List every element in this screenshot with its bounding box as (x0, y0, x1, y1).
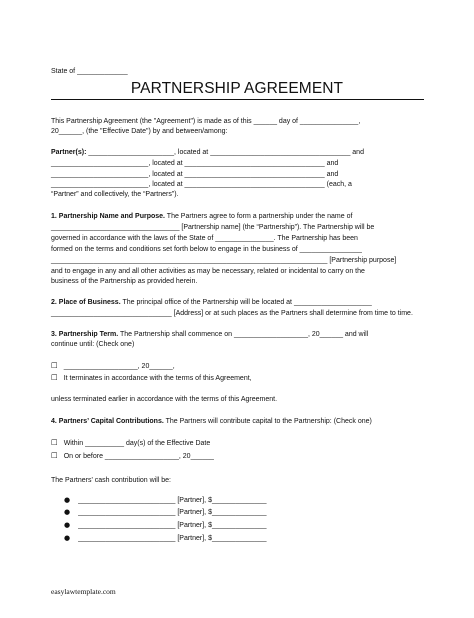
partners-label: Partner(s): (51, 149, 87, 156)
section-3-line-3: unless terminated earlier in accordance with the terms of this Agreement. (51, 396, 278, 403)
checkbox-icon[interactable]: ☐ (51, 451, 58, 460)
section-1-line-1-text: The Partners agree to form a partnership under the name of (164, 213, 353, 220)
section-2-line-1 (51, 298, 372, 307)
cash-row (64, 521, 266, 530)
bullet-icon: ● (64, 496, 71, 504)
section-2-line-2: _______________________________ [Address] or at such places as the Partners shall determine from time to time. (51, 310, 413, 317)
cash-row-text: _________________________ [Partner], $______________ (78, 509, 267, 516)
intro-line-1: This Partnership Agreement (the "Agreement") is made as of this ______ day of _______________, (51, 118, 361, 125)
section-3-line-1 (51, 330, 368, 339)
partners-line-4: _________________________, located at ____________________________________ (each, a (51, 181, 352, 188)
state-of-field: State of _____________ (51, 68, 128, 75)
partners-line-5: “Partner” and collectively, the “Partners”). (51, 191, 179, 198)
section-1-line-7: business of the Partnership as provided herein. (51, 278, 198, 285)
bullet-icon: ● (64, 508, 71, 516)
partners-line-2: _________________________, located at ____________________________________ and (51, 160, 339, 167)
section-2-line-1-text: The principal office of the Partnership will be located at ____________________ (120, 299, 372, 306)
cash-row-text: _________________________ [Partner], $______________ (78, 497, 267, 504)
partners-block-line-1 (51, 148, 364, 157)
checkbox-icon[interactable]: ☐ (51, 373, 58, 382)
section-2-heading: 2. Place of Business. (51, 299, 121, 306)
cash-row (64, 534, 266, 543)
cash-row-text: _________________________ [Partner], $______________ (78, 522, 267, 529)
capital-option-within-label: Within __________ day(s) of the Effective Date (63, 440, 211, 447)
section-1-heading: 1. Partnership Name and Purpose. (51, 213, 165, 220)
capital-option-before-label: On or before ___________________, 20______ (63, 453, 214, 460)
section-4-line-1 (51, 417, 372, 426)
section-1-line-2: _________________________________ [Partnership name] (the “Partnership”). The Partnership will be (51, 224, 375, 231)
cash-row (64, 496, 266, 505)
cash-row-text: _________________________ [Partner], $______________ (78, 535, 267, 542)
cash-row (64, 508, 266, 517)
term-option-date-label: ___________________, 20______, (63, 363, 175, 370)
checkbox-icon[interactable]: ☐ (51, 438, 58, 447)
section-4-heading: 4. Partners’ Capital Contributions. (51, 418, 164, 425)
partners-line-3: _________________________, located at ____________________________________ and (51, 171, 339, 178)
partners-line-1-text: ______________________, located at ____________________________________ and (86, 149, 364, 156)
section-3-heading: 3. Partnership Term. (51, 331, 119, 338)
cash-contribution-label: The Partners' cash contribution will be: (51, 477, 172, 484)
footer-website: easylawtemplate.com (51, 587, 116, 596)
term-option-date (51, 361, 175, 371)
section-4-line-1-text: The Partners will contribute capital to the Partnership: (Check one) (163, 418, 372, 425)
bullet-icon: ● (64, 521, 71, 529)
checkbox-icon[interactable]: ☐ (51, 361, 58, 370)
document-title: PARTNERSHIP AGREEMENT (130, 80, 344, 97)
capital-option-within (51, 438, 210, 448)
section-1-line-4: formed on the terms and conditions set forth below to engage in the business of ________________ (51, 246, 362, 253)
section-1-line-1 (51, 212, 352, 221)
section-3-line-2: continue until: (Check one) (51, 341, 135, 348)
term-option-terms-label: It terminates in accordance with the terms of this Agreement, (63, 375, 252, 382)
term-option-terms (51, 373, 252, 383)
section-3-line-1-text: The Partnership shall commence on ___________________, 20______ and will (118, 331, 369, 338)
section-1-line-5: _______________________________________________________________________ [Partnership purpose] (51, 257, 397, 264)
title-rule (51, 99, 424, 100)
intro-line-2: 20______, (the "Effective Date") by and between/among: (51, 128, 228, 135)
section-1-line-3: governed in accordance with the laws of the State of _______________. The Partnership has been (51, 235, 358, 242)
capital-option-before (51, 451, 214, 461)
section-1-line-6: and to engage in any and all other activities as may be necessary, related or incidental to carry on the (51, 268, 365, 275)
bullet-icon: ● (64, 534, 71, 542)
